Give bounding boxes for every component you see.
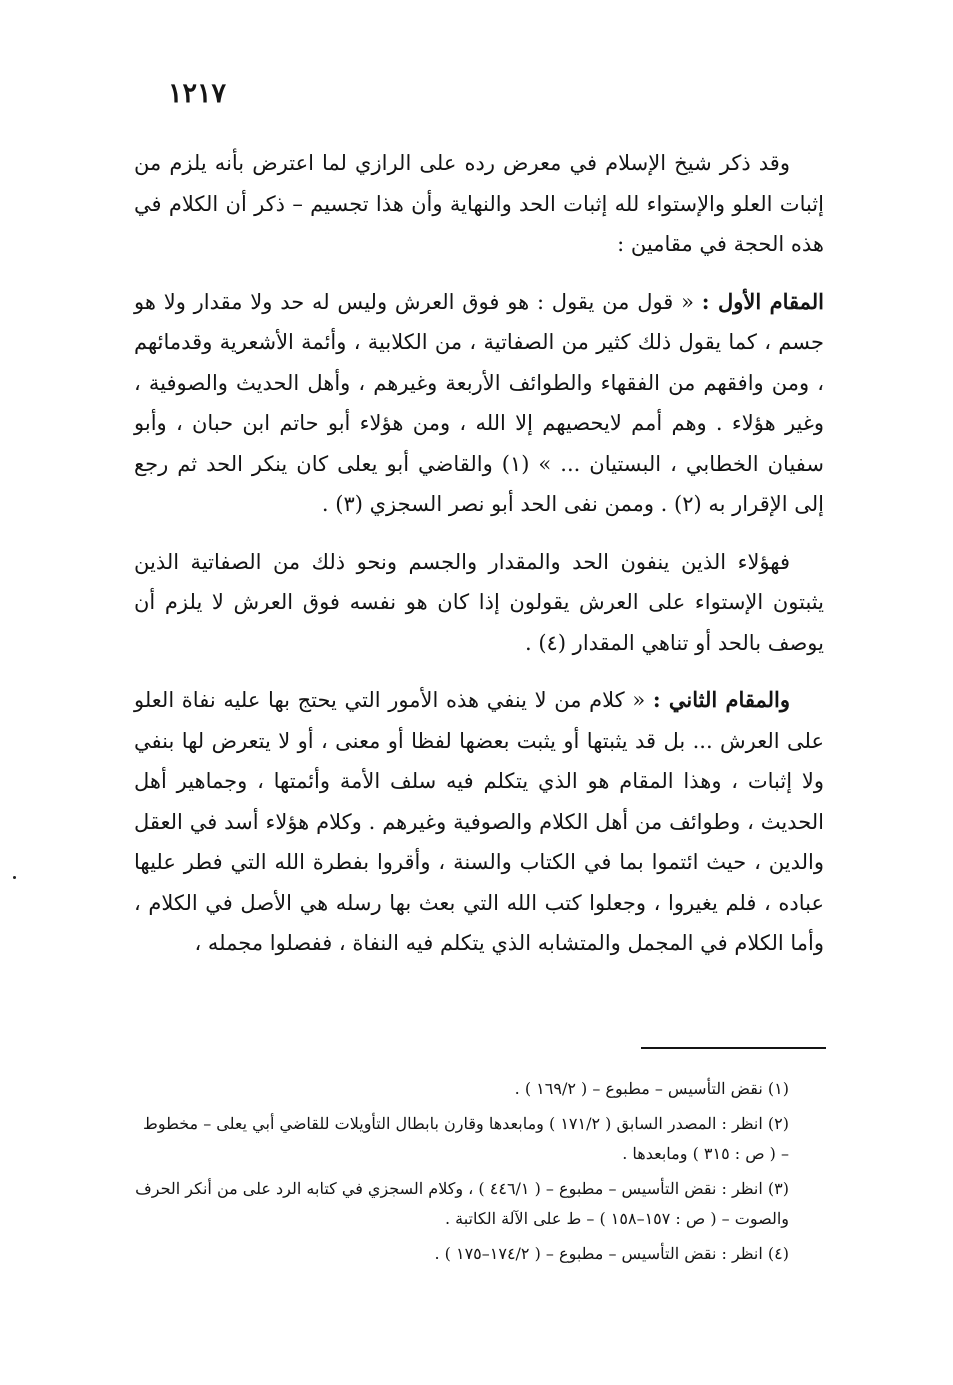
paragraph-lead: المقام الأول :	[701, 288, 824, 314]
footnote-3: (٣) انظر : نقض التأسيس – مطبوع – ( ٤٤٦/١ ) ، وكلام السجزي في كتابه الرد على من أنكر الحرف والصوت – ( ص : ١٥٧–١٥٨ ) – ط على الآلة الكاتبة .	[135, 1179, 789, 1228]
paragraph-intro	[134, 143, 824, 265]
footnote-2: (٢) انظر : المصدر السابق ( ١٧١/٢ ) ومابعدها وقارن بابطال التأويلات للقاضي أبي يعلى – مخطوط – ( ص : ٣١٥ ) ومابعدها .	[143, 1114, 789, 1163]
footnotes	[134, 1074, 824, 1274]
paragraph-text: فهؤلاء الذين ينفون الحد والمقدار والجسم ونحو ذلك من الصفاتية الذين يثبتون الإستواء على العرش يقولون إذا كان هو نفسه فوق العرش لا يلزم أن يوصف بالحد أو تناهي المقدار (٤) .	[134, 549, 824, 655]
footnote-divider	[641, 1047, 826, 1049]
body-text	[134, 143, 824, 964]
footnote-1: (١) نقض التأسيس – مطبوع – ( ١٦٩/٢ ) .	[514, 1079, 789, 1098]
paragraph-text: وقد ذكر شيخ الإسلام في معرض رده على الرازي لما اعترض بأنه يلزم من إثبات العلو والإستواء لله إثبات الحد والنهاية وأن هذا تجسيم – ذكر أن الكلام في هذه الحجة في مقامين :	[134, 151, 824, 256]
paragraph-second-position	[134, 680, 824, 964]
footnote-4: (٤) انظر : نقض التأسيس – مطبوع – ( ١٧٤/٢–١٧٥ ) .	[434, 1244, 789, 1263]
paragraph-text: « قول من يقول : هو فوق العرش وليس له حد ولا مقدار ولا هو جسم ، كما يقول ذلك كثير من الصفاتية ، من الكلابية ، وأئمة الأشعرية وقدمائهم ، ومن وافقهم من الفقهاء والطوائف الأربعة وغيرهم ، وأهل الحديث والصوفية ، وغير هؤلاء . وهم أمم لايحصيهم إلا الله ، ومن هؤلاء أبو حاتم ابن حبان ، وأبو سفيان الخطابي ، البستيان ... » (١) والقاضي أبو يعلى كان ينكر الحد ثم رجع إلى الإقرار به (٢) . وممن نفى الحد أبو نصر السجزي (٣) .	[134, 289, 824, 516]
paragraph-text: « كلام من لا ينفي هذه الأمور التي يحتج بها عليه نفاة العلو على العرش ... بل قد يثبتها أو يثبت بعضها لفظا أو معنى ، أو لا يتعرض لها بنفي ولا إثبات ، وهذا المقام هو الذي يتكلم فيه سلف الأمة وأئمتها ، وجماهير أهل الحديث ، وطوائف من أهل الكلام والصوفية وغيرهم . وكلام هؤلاء أسد في العقل والدين ، حيث ائتموا بما في الكتاب والسنة ، وأقروا بفطرة الله التي فطر عليها عباده ، فلم يغيروا ، وجعلوا كتب الله التي بعث بها رسله هي الأصل في الكلام ، وأما الكلام في المجمل والمتشابه الذي يتكلم فيه النفاة ، ففصلوا مجمله ،	[134, 688, 824, 955]
page-number: ١٢١٧	[168, 78, 227, 109]
paragraph-lead: والمقام الثاني :	[652, 687, 790, 712]
paragraph-first-position	[134, 282, 824, 525]
scan-speck	[13, 876, 16, 879]
paragraph-deniers	[134, 542, 824, 664]
